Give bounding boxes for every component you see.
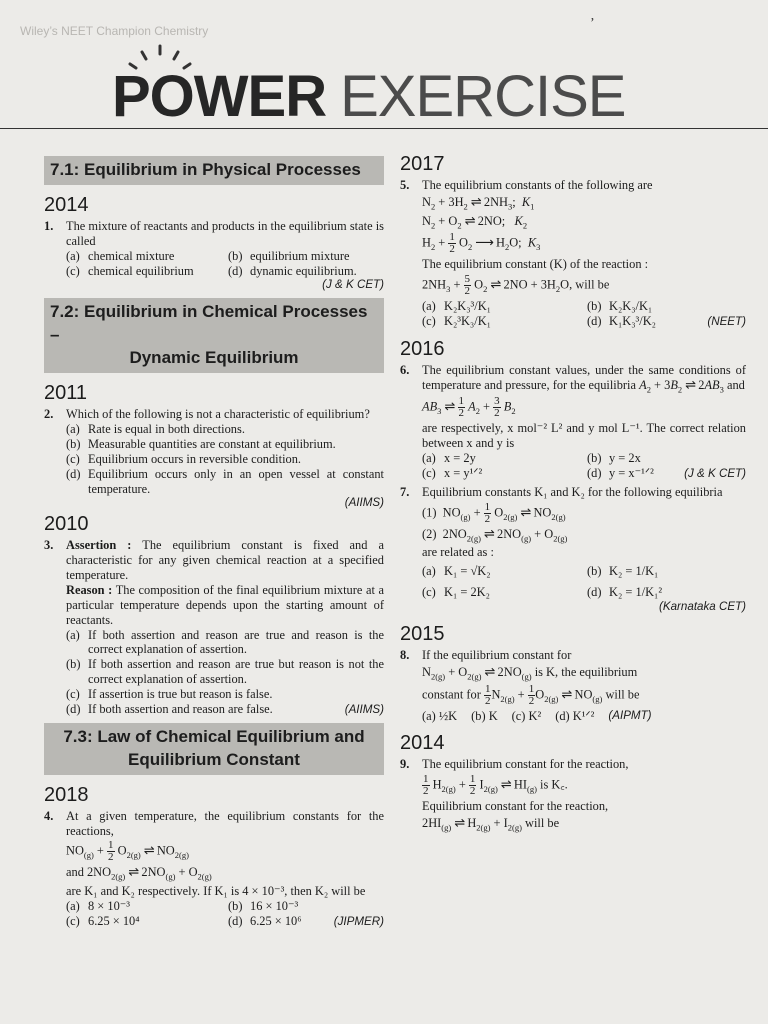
question-text: are K₁ and K₂ respectively. If K₁ is 4 × 10⁻³, then K₂ will be xyxy=(66,884,366,899)
question-source: (AIPMT) xyxy=(608,708,652,722)
option-b xyxy=(66,657,384,687)
equation: $2HI_{(g)}$ ⇌ $H_{2(g)} + I_{2(g)}$ will be xyxy=(422,816,560,833)
question-number: 6. xyxy=(400,362,410,377)
option-key: (a) xyxy=(66,248,80,263)
left-column xyxy=(44,150,384,929)
option-d xyxy=(228,914,384,929)
option-text: Measurable quantities are constant at equilibrium. xyxy=(88,436,336,451)
option-b xyxy=(587,299,746,314)
question-text: Equilibrium constant for the reaction, xyxy=(422,799,609,814)
option-text: 8 × 10⁻³ xyxy=(88,899,131,913)
section-title-line2: Dynamic Equilibrium xyxy=(129,348,299,368)
option-key: (b) xyxy=(228,899,243,913)
right-column xyxy=(400,150,746,835)
option-text: If both assertion and reason are false. xyxy=(88,701,273,716)
options xyxy=(422,299,746,329)
option-text: K₂³K₃/K₁ xyxy=(444,313,491,328)
option-b xyxy=(228,899,384,914)
question-3 xyxy=(44,538,384,717)
conjunction: and xyxy=(66,865,84,880)
section-7-3-header xyxy=(44,723,384,775)
question-text: Which of the following is not a characteristic of equilibrium? xyxy=(66,407,370,422)
question-2 xyxy=(44,407,384,510)
question-text: The equilibrium constant values, under the same conditions of temperature and pressure, for the equilibria $A_2 + 3B_2$ ⇌ $2AB_3$ and xyxy=(422,362,746,395)
option-text: If both assertion and reason are true and reason is the correct explanation of assertion. xyxy=(88,627,384,657)
equation: $H_2$ + $\frac{1}{2}$ $O_2$ ⟶ $H_2O$; $K_3$ xyxy=(422,231,541,256)
option-a xyxy=(422,299,581,314)
question-source: (J & K CET) xyxy=(322,278,384,292)
banner-word-exercise: EXERCISE xyxy=(340,64,626,129)
question-source: (Karnataka CET) xyxy=(659,600,746,614)
option-text: K₁ = √K₂ xyxy=(444,564,491,579)
option-a xyxy=(422,564,581,579)
equation: $\frac{1}{2}$ $H_{2(g)}$ + $\frac{1}{2}$ $I_{2(g)}$ ⇌ $HI_{(g)}$ is K꜀. xyxy=(423,773,568,798)
question-tail: , will be xyxy=(569,277,610,292)
section-title-line2: Equilibrium Constant xyxy=(128,749,300,769)
option-key: (d) xyxy=(587,313,602,328)
option-key: (c) xyxy=(66,451,80,466)
year-heading: 2010 xyxy=(44,513,89,536)
question-text: The equilibrium constant (K) of the reaction : xyxy=(422,257,649,272)
option-text: K₂K₃³/K₁ xyxy=(444,299,491,314)
option-c xyxy=(66,452,384,467)
options xyxy=(66,899,384,929)
question-source: (AIIMS) xyxy=(344,702,384,716)
ghost-header: Wiley’s NEET Champion Chemistry xyxy=(20,24,209,38)
option-c xyxy=(422,314,581,329)
option-text: 6.25 × 10⁶ xyxy=(250,913,302,928)
question-5 xyxy=(400,178,746,329)
equation: and $2NO_{2(g)}$ ⇌ $2NO_{(g)} + O_{2(g)}$ xyxy=(66,865,212,882)
option-c xyxy=(66,687,384,702)
options xyxy=(422,451,746,481)
option-text: K₁K₃³/K₂ xyxy=(609,313,656,328)
option-c xyxy=(66,264,222,279)
question-6 xyxy=(400,363,746,481)
question-number: 8. xyxy=(400,647,410,662)
question-number: 2. xyxy=(44,407,54,422)
option-key: (b) xyxy=(66,436,81,451)
option-text: y = 2x xyxy=(609,451,641,466)
option-d xyxy=(66,702,384,717)
option-b: (b) K xyxy=(471,708,498,723)
option-key: (a) xyxy=(66,627,80,642)
option-text: If assertion is true but reason is false. xyxy=(88,687,273,702)
equation: $N_2 + O_2$ ⇌ 2NO; $K_2$ xyxy=(422,213,528,230)
option-d xyxy=(587,314,746,329)
option-text: dynamic equilibrium. xyxy=(250,263,357,278)
option-key: (d) xyxy=(587,466,602,480)
option-text: 6.25 × 10⁴ xyxy=(88,913,140,928)
question-source: (JIPMER) xyxy=(333,914,384,928)
option-d xyxy=(228,264,384,279)
question-number: 1. xyxy=(44,218,54,233)
assertion-text: The equilibrium constant is fixed and a characteristic for any given chemical reaction at a specified temperature. xyxy=(66,538,384,583)
option-text: x = y¹ᐟ² xyxy=(444,466,483,480)
question-text: The equilibrium constants of the following are xyxy=(422,178,653,192)
option-key: (b) xyxy=(587,564,602,579)
options xyxy=(422,564,746,600)
question-text: The mixture of reactants and products in the equilibrium state is called xyxy=(66,218,384,248)
question-text: At a given temperature, the equilibrium constants for the reactions, xyxy=(66,808,384,838)
option-key: (a) xyxy=(66,422,80,437)
equation: constant for $\frac{1}{2}$ $N_{2(g)}$ + $\frac{1}{2}$ $O_{2(g)}$ ⇌ $NO_{(g)}$ will be xyxy=(422,682,640,707)
year-heading: 2018 xyxy=(44,783,89,806)
option-key: (a) xyxy=(422,564,436,579)
option-text: K₂ = 1/K₁² xyxy=(609,585,663,600)
option-text: K₁ = 2K₂ xyxy=(444,585,490,600)
option-key: (a) xyxy=(422,451,436,466)
year-heading: 2017 xyxy=(400,153,445,175)
question-source: (AIIMS) xyxy=(344,496,384,510)
option-key: (c) xyxy=(422,313,436,328)
option-d xyxy=(587,585,746,600)
equation: $NO_{(g)}$ + $\frac{1}{2}$ $O_{2(g)}$ ⇌ $NO_{2(g)}$ xyxy=(66,839,189,864)
option-d: (d) K¹ᐟ² xyxy=(555,708,595,723)
question-source: (J & K CET) xyxy=(684,467,746,480)
option-key: (d) xyxy=(587,585,602,600)
equation: $AB_3$ ⇌ $\frac{1}{2}$ $A_2$ + $\frac{3}{2}$ $B_2$ xyxy=(422,395,516,420)
assertion-label: Assertion : xyxy=(66,538,132,553)
question-number: 7. xyxy=(400,484,410,499)
assertion xyxy=(66,538,384,583)
option-text: equilibrium mixture xyxy=(250,248,350,263)
option-key: (d) xyxy=(66,466,81,481)
option-text: Equilibrium occurs only in an open vessel at constant temperature. xyxy=(88,466,384,496)
section-title-line1: 7.3: Law of Chemical Equilibrium and xyxy=(63,726,365,746)
banner-word-power: POWER xyxy=(112,64,327,129)
question-number: 3. xyxy=(44,538,54,553)
option-key: (c) xyxy=(422,585,436,600)
question-8 xyxy=(400,648,746,723)
year-heading: 2014 xyxy=(44,193,89,216)
year-heading: 2011 xyxy=(44,382,88,405)
section-7-1-header: 7.1: Equilibrium in Physical Processes xyxy=(44,156,384,185)
option-text: 16 × 10⁻³ xyxy=(250,899,299,913)
option-b xyxy=(587,451,746,466)
option-text: x = 2y xyxy=(444,451,476,466)
option-text: K₂K₃/K₁ xyxy=(609,299,653,314)
reason-label: Reason : xyxy=(66,582,113,597)
option-key: (c) xyxy=(66,913,80,928)
option-c xyxy=(422,466,581,481)
option-key: (b) xyxy=(587,451,602,466)
question-text: Equilibrium constants K₁ and K₂ for the following equilibria xyxy=(422,484,723,499)
equation: $2NH_3$ + $\frac{5}{2}$ $O_2$ ⇌ $2NO + 3H_2O$, will be xyxy=(422,273,610,298)
option-key: (b) xyxy=(228,248,243,263)
option-key: (d) xyxy=(66,701,81,716)
option-key: (c) xyxy=(422,466,436,480)
section-title-line1: 7.2: Equilibrium in Chemical Processes – xyxy=(50,302,368,345)
equation: (2) $2NO_{2(g)}$ ⇌ $2NO_{(g)} + O_{2(g)}$ xyxy=(422,526,568,544)
section-7-2-header xyxy=(44,298,384,373)
equation: $N_2 + 3H_2$ ⇌ $2NH_3$; $K_1$ xyxy=(422,194,535,212)
question-text: The equilibrium constant for the reaction, xyxy=(422,757,629,772)
question-7 xyxy=(400,485,746,614)
question-text: are respectively, x mol⁻² L² and y mol L⁻¹. The correct relation between x and y is xyxy=(422,421,746,451)
reason xyxy=(66,583,384,628)
options xyxy=(422,709,746,724)
question-number: 4. xyxy=(44,808,54,823)
year-heading: 2016 xyxy=(400,337,445,360)
year-heading: 2015 xyxy=(400,622,445,645)
option-text: Rate is equal in both directions. xyxy=(88,422,245,437)
option-a xyxy=(66,899,222,914)
option-a xyxy=(422,451,581,466)
option-text: y = x⁻¹ᐟ² xyxy=(609,466,654,480)
question-text: If the equilibrium constant for xyxy=(422,647,572,662)
question-source: (NEET) xyxy=(707,314,746,328)
option-b xyxy=(587,564,746,579)
option-key: (c) xyxy=(66,687,80,702)
option-text: If both assertion and reason are true but reason is not the correct explanation of assertion. xyxy=(88,657,384,687)
option-b xyxy=(228,249,384,264)
option-key: (c) xyxy=(66,263,80,278)
option-text: chemical equilibrium xyxy=(88,263,194,278)
banner-rule xyxy=(0,128,768,129)
question-number: 9. xyxy=(400,757,410,772)
year-heading: 2014 xyxy=(400,732,445,755)
option-text: K₂ = 1/K₁ xyxy=(609,564,659,579)
question-1 xyxy=(44,219,384,292)
option-key: (d) xyxy=(228,913,243,928)
option-key: (b) xyxy=(66,657,81,672)
reason-text: The composition of the final equilibrium mixture at a particular temperature depends upon the starting amount of reactants. xyxy=(66,582,385,627)
option-c xyxy=(422,585,581,600)
options xyxy=(66,249,384,279)
question-4 xyxy=(44,809,384,929)
option-d xyxy=(66,467,384,497)
question-number: 5. xyxy=(400,178,410,192)
option-b xyxy=(66,437,384,452)
option-a: (a) ½K xyxy=(422,708,458,723)
option-key: (d) xyxy=(228,263,243,278)
option-text: Equilibrium occurs in reversible condition. xyxy=(88,451,302,466)
option-d xyxy=(587,466,746,481)
option-c xyxy=(66,914,222,929)
option-a xyxy=(66,422,384,437)
option-a xyxy=(66,628,384,658)
option-key: (a) xyxy=(66,899,80,913)
question-text: are related as : xyxy=(422,545,494,560)
equation: (1) $NO_{(g)}$ + $\frac{1}{2}$ $O_{2(g)}$ ⇌ $NO_{2(g)}$ xyxy=(422,500,566,525)
question-9 xyxy=(400,757,746,834)
option-key: (b) xyxy=(587,299,602,314)
option-key: (a) xyxy=(422,299,436,314)
power-exercise-banner xyxy=(112,62,625,132)
option-a xyxy=(66,249,222,264)
option-c: (c) K² xyxy=(511,708,542,723)
option-text: chemical mixture xyxy=(88,248,175,263)
margin-mark: ʼ xyxy=(590,16,595,31)
equation: $N_{2(g)} + O_{2(g)}$ ⇌ $2NO_{(g)}$ is K, the equilibrium xyxy=(422,664,638,682)
